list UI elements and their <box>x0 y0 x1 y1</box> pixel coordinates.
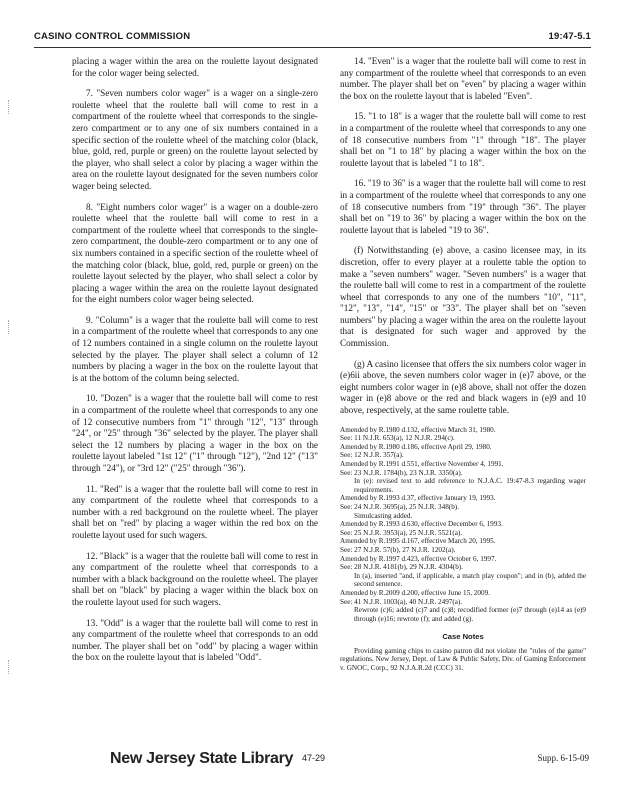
amendment-entry: Amended by R.1980 d.186, effective April 29, 1980. <box>340 442 492 451</box>
amendment-entry: Amended by R.1980 d.132, effective March 31, 1980. <box>340 425 496 434</box>
paragraph: placing a wager within the area on the roulette layout designated for the color wager being selected. <box>72 56 318 78</box>
paragraph: 10. "Dozen" is a wager that the roulette ball will come to rest in a compartment of the roulette wheel that corresponds to any one of 12 consecutive numbers from "1" through "12", "13" through "24", or "25" through "36" selected by the player. The player shall select the 12 numbers by placing a wager in the box on the roulette layout labeled "1st 12" ("1" through "12"), "2nd 12" ("13" through "24"), or "3rd 12" ("25" through "36"). <box>72 393 318 473</box>
amendment-entry: In (e): revised text to add reference to N.J.A.C. 19:47-8.3 regarding wager requirements. <box>354 477 586 494</box>
case-notes-heading: Case Notes <box>442 632 484 642</box>
paragraph: 14. "Even" is a wager that the roulette ball will come to rest in any compartment of the roulette wheel that corresponds to an even number. The player shall bet on "even" by placing a wager within the box on the roulette layout that is labeled "Even". <box>340 56 586 101</box>
amendment-entry: Amended by R.1993 d.37, effective January 19, 1993. <box>340 494 496 503</box>
supplement-date: Supp. 6-15-09 <box>537 753 589 763</box>
amendment-entry: Amended by R.1991 d.551, effective November 4, 1991. <box>340 460 504 468</box>
amendment-entry: See: 24 N.J.R. 3695(a), 25 N.J.R. 348(b). <box>340 502 459 511</box>
page-number: 47-29 <box>302 753 326 763</box>
paragraph: 7. "Seven numbers color wager" is a wager on a single-zero roulette wheel that the roulette ball will come to rest in a compartment of the roulette wheel that corresponds to the single-zero compartment or to any one of six numbers contained in a specific section of the roulette wheel of the matching color (black, blue, gold, red, purple or green) on the roulette layout selected by the player, who shall select a color by placing a wager within the area on the roulette layout designated for the seven numbers color wager being selected. <box>72 88 318 191</box>
margin-mark <box>8 660 15 674</box>
right-column <box>340 56 586 673</box>
amendment-entry: Amended by R.2009 d.200, effective June 15, 2009. <box>340 588 490 597</box>
header-title: CASINO CONTROL COMMISSION <box>34 31 191 42</box>
amendment-entry: See: 27 N.J.R. 57(b), 27 N.J.R. 1202(a). <box>340 545 456 554</box>
amendment-entry: See: 11 N.J.R. 653(a), 12 N.J.R. 294(c). <box>340 434 455 443</box>
paragraph: 8. "Eight numbers color wager" is a wager on a double-zero roulette wheel that the roulette ball will come to rest in a compartment of the roulette wheel that corresponds to the single-zero compartment, the double-zero compartment or to any one of six numbers contained in a specific section of the roulette wheel of the matching color (black, blue, gold, red, purple or green) on the roulette layout selected by the player, who shall select a color by placing a wager within the area on the roulette layout designated for the eight numbers color wager being selected. <box>72 201 318 305</box>
header-rule <box>34 47 591 48</box>
paragraph: 15. "1 to 18" is a wager that the roulette ball will come to rest in a compartment of the roulette wheel that corresponds to any one of 18 consecutive numbers from "1" through "18". The player shall bet on "1 to 18" by placing a wager within the box on the roulette layout that is labeled "1 to 18". <box>340 111 586 168</box>
amendment-entry: Amended by R.1997 d.423, effective October 6, 1997. <box>340 554 497 563</box>
amendment-entry: See: 12 N.J.R. 357(a). <box>340 451 404 460</box>
paragraph: 9. "Column" is a wager that the roulette ball will come to rest in a compartment of the roulette wheel that corresponds to any one of 12 numbers contained in a single column on the roulette layout selected by the player. The player shall select a column of 12 numbers by placing a wager in the box on the roulette layout that is at the bottom of the column being selected. <box>72 314 318 383</box>
amendment-entry: See: 23 N.J.R. 1784(b), 23 N.J.R. 3350(a). <box>340 468 463 477</box>
paragraph: 11. "Red" is a wager that the roulette ball will come to rest in any compartment of the roulette wheel that corresponds to a number with a red background on the roulette wheel. The player shall bet on "red" by placing a wager within the red box on the roulette layout used for such wagers. <box>72 483 318 540</box>
library-stamp: New Jersey State Library <box>110 750 294 767</box>
page-header <box>34 31 591 47</box>
amendment-entry: Rewrote (c)6; added (c)7 and (c)8; recodified former (e)7 through (e)14 as (e)9 through (e)16; rewrote (f); and added (g). <box>354 606 586 623</box>
amendment-entry: Amended by R.1993 d.630, effective December 6, 1993. <box>340 520 503 529</box>
amendment-entry: Amended by R.1995 d.167, effective March 20, 1995. <box>340 537 496 546</box>
amendment-entry: See: 25 N.J.R. 3953(a), 25 N.J.R. 5521(a). <box>340 528 463 537</box>
amendment-entry: See: 41 N.J.R. 1003(a), 40 N.J.R. 2497(a). <box>340 597 463 606</box>
paragraph: 12. "Black" is a wager that the roulette ball will come to rest in any compartment of the roulette wheel that corresponds to a number with a black background on the roulette wheel. The player shall bet on "black" by placing a wager within the black box on the roulette layout used for such wagers. <box>72 550 318 607</box>
amendment-history <box>340 426 586 624</box>
amendment-entry: In (a), inserted "and, if applicable, a match play coupon"; and in (b), added the second sentence. <box>354 571 586 589</box>
amendment-entry: See: 28 N.J.R. 4181(b), 29 N.J.R. 4304(b). <box>340 563 463 572</box>
amendment-entry: Simulcasting added. <box>354 511 413 520</box>
paragraph: (g) A casino licensee that offers the six numbers color wager in (e)6ii above, the seven numbers color wager in (e)7 above, or the eight numbers color wager in (e)8 above, shall not offer the dozen wager in (e)8 above or the red and black wagers in (e)9 and 10 above, respectively, at the same roulette table. <box>340 358 586 416</box>
paragraph: (f) Notwithstanding (e) above, a casino licensee may, in its discretion, offer to every player at a roulette table the option to make a "seven numbers" wager. "Seven numbers" is a wager that the roulette ball will come to rest in a compartment of the roulette wheel that corresponds to any one of the numbers "10", "11", "12", "13", "14", "15" or "33". The player shall bet on "seven numbers" by placing a wager within the area on the roulette layout that is designated for such wager and approved by the Commission. <box>340 245 586 349</box>
margin-mark <box>8 100 15 114</box>
left-column <box>72 56 318 673</box>
paragraph: 13. "Odd" is a wager that the roulette ball will come to rest in any compartment of the roulette wheel that corresponds to an odd number. The player shall bet on "odd" by placing a wager within the box on the roulette layout that is labeled "Odd". <box>72 617 318 663</box>
header-section-number: 19:47-5.1 <box>548 31 591 42</box>
case-notes-text: Providing gaming chips to casino patron did not violate the "rules of the game" regulations. New Jersey, Dept. of Law & Public Safety, Div. of Gaming Enforcement v. GNOC, Corp., 92 N.J.A.R.2d (CCC) 31. <box>340 646 586 673</box>
page-footer <box>0 750 621 774</box>
paragraph: 16. "19 to 36" is a wager that the roulette ball will come to rest in a compartment of the roulette wheel that corresponds to any one of 18 consecutive numbers from "19" through "36". The player shall bet on "19 to 36" by placing a wager within the box on the roulette layout that is labeled "19 to 36". <box>340 178 586 235</box>
margin-mark <box>8 320 15 334</box>
